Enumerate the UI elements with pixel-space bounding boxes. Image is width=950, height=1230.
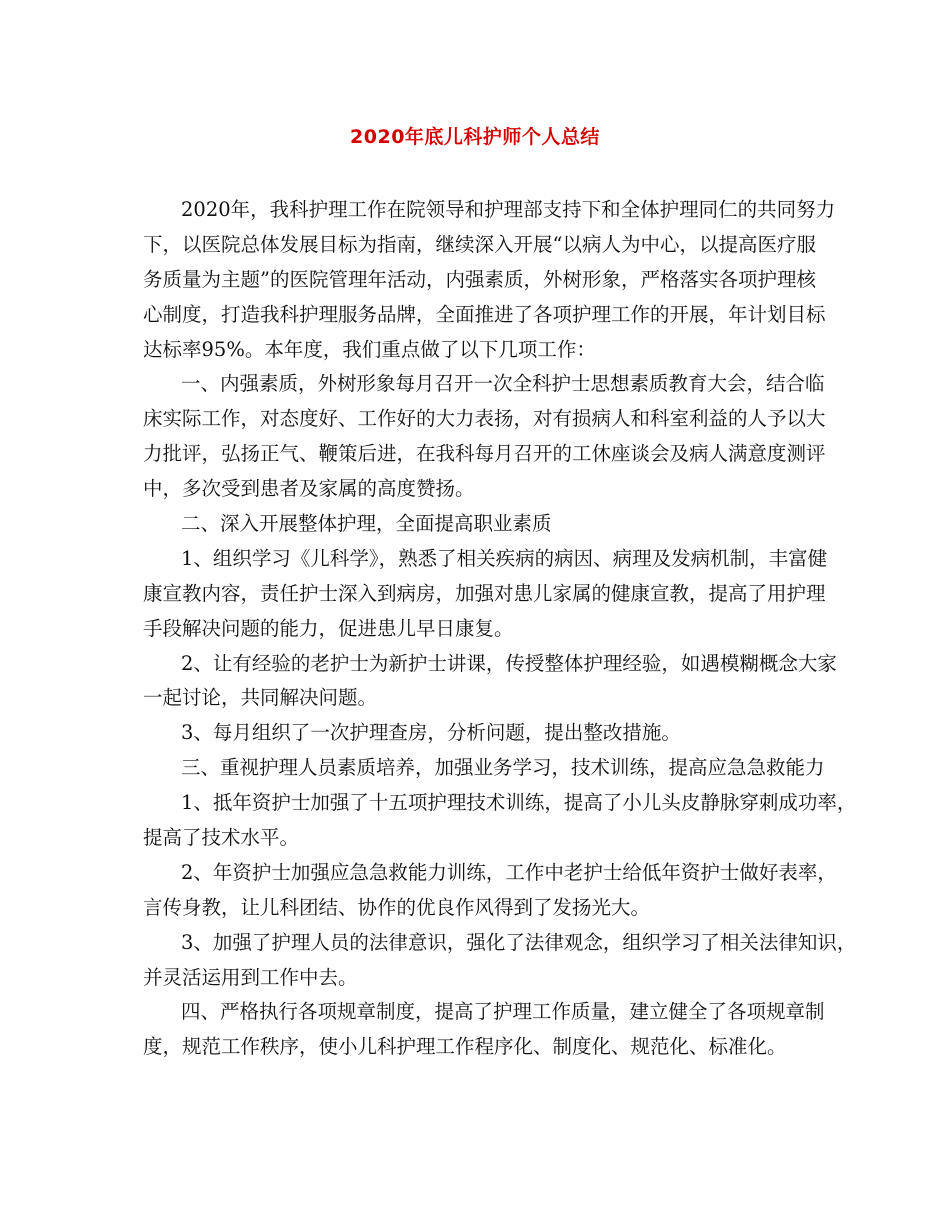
paragraph-first-line: 二、深入开展整体护理，全面提高职业素质 <box>181 512 552 536</box>
paragraph-first-line: 一、内强素质，外树形象每月召开一次全科护士思想素质教育大会，结合临 <box>181 372 825 396</box>
paragraph-line: 言传身教，让儿科团结、协作的优良作风得到了发扬光大。 <box>143 895 651 919</box>
paragraph-line: 心制度，打造我科护理服务品牌，全面推进了各项护理工作的开展，年计划目标 <box>143 302 826 326</box>
paragraph-first-line: 2、年资护士加强应急急救能力训练，工作中老护士给低年资护士做好表率， <box>181 860 837 884</box>
paragraph-first-line: 2020年，我科护理工作在院领导和护理部支持下和全体护理同仁的共同努力 <box>181 198 836 221</box>
paragraph-line: 提高了技术水平。 <box>143 826 300 850</box>
paragraph-line: 下，以医院总体发展目标为指南，继续深入开展“以病人为中心，以提高医疗服 <box>143 232 816 256</box>
paragraph-line: 度，规范工作秩序，使小儿科护理工作程序化、制度化、规范化、标准化。 <box>143 1035 787 1059</box>
document-body <box>143 193 857 1065</box>
paragraph-line: 并灵活运用到工作中去。 <box>143 965 358 989</box>
paragraph-first-line: 1、抵年资护士加强了十五项护理技术训练，提高了小儿头皮静脉穿刺成功率， <box>181 791 857 815</box>
paragraph-line: 达标率95%。本年度，我们重点做了以下几项工作： <box>143 337 596 361</box>
paragraph-first-line: 三、重视护理人员素质培养，加强业务学习，技术训练，提高应急急救能力 <box>181 756 825 780</box>
paragraph-line: 一起讨论，共同解决问题。 <box>143 686 378 710</box>
paragraph-first-line: 四、严格执行各项规章制度，提高了护理工作质量，建立健全了各项规章制 <box>181 1000 825 1024</box>
paragraph-first-line: 2、让有经验的老护士为新护士讲课，传授整体护理经验，如遇模糊概念大家 <box>181 651 837 675</box>
paragraph-line: 力批评，弘扬正气、鞭策后进，在我科每月召开的工休座谈会及病人满意度测评 <box>143 442 826 466</box>
paragraph-line: 康宣教内容，责任护士深入到病房，加强对患儿家属的健康宣教，提高了用护理 <box>143 581 826 605</box>
paragraph-line: 手段解决问题的能力，促进患儿早日康复。 <box>143 616 514 640</box>
paragraph-line: 务质量为主题”的医院管理年活动，内强素质，外树形象，严格落实各项护理核 <box>143 267 816 291</box>
document-title: 2020年底儿科护师个人总结 <box>350 126 600 148</box>
paragraph-line: 中，多次受到患者及家属的高度赞扬。 <box>143 477 475 501</box>
paragraph-first-line: 1、组织学习《儿科学》，熟悉了相关疾病的病因、病理及发病机制，丰富健 <box>181 546 828 570</box>
paragraph-line: 床实际工作，对态度好、工作好的大力表扬，对有损病人和科室利益的人予以大 <box>143 407 826 431</box>
paragraph-first-line: 3、每月组织了一次护理查房，分析问题，提出整改措施。 <box>181 721 681 745</box>
paragraph-first-line: 3、加强了护理人员的法律意识，强化了法律观念，组织学习了相关法律知识， <box>181 930 857 954</box>
